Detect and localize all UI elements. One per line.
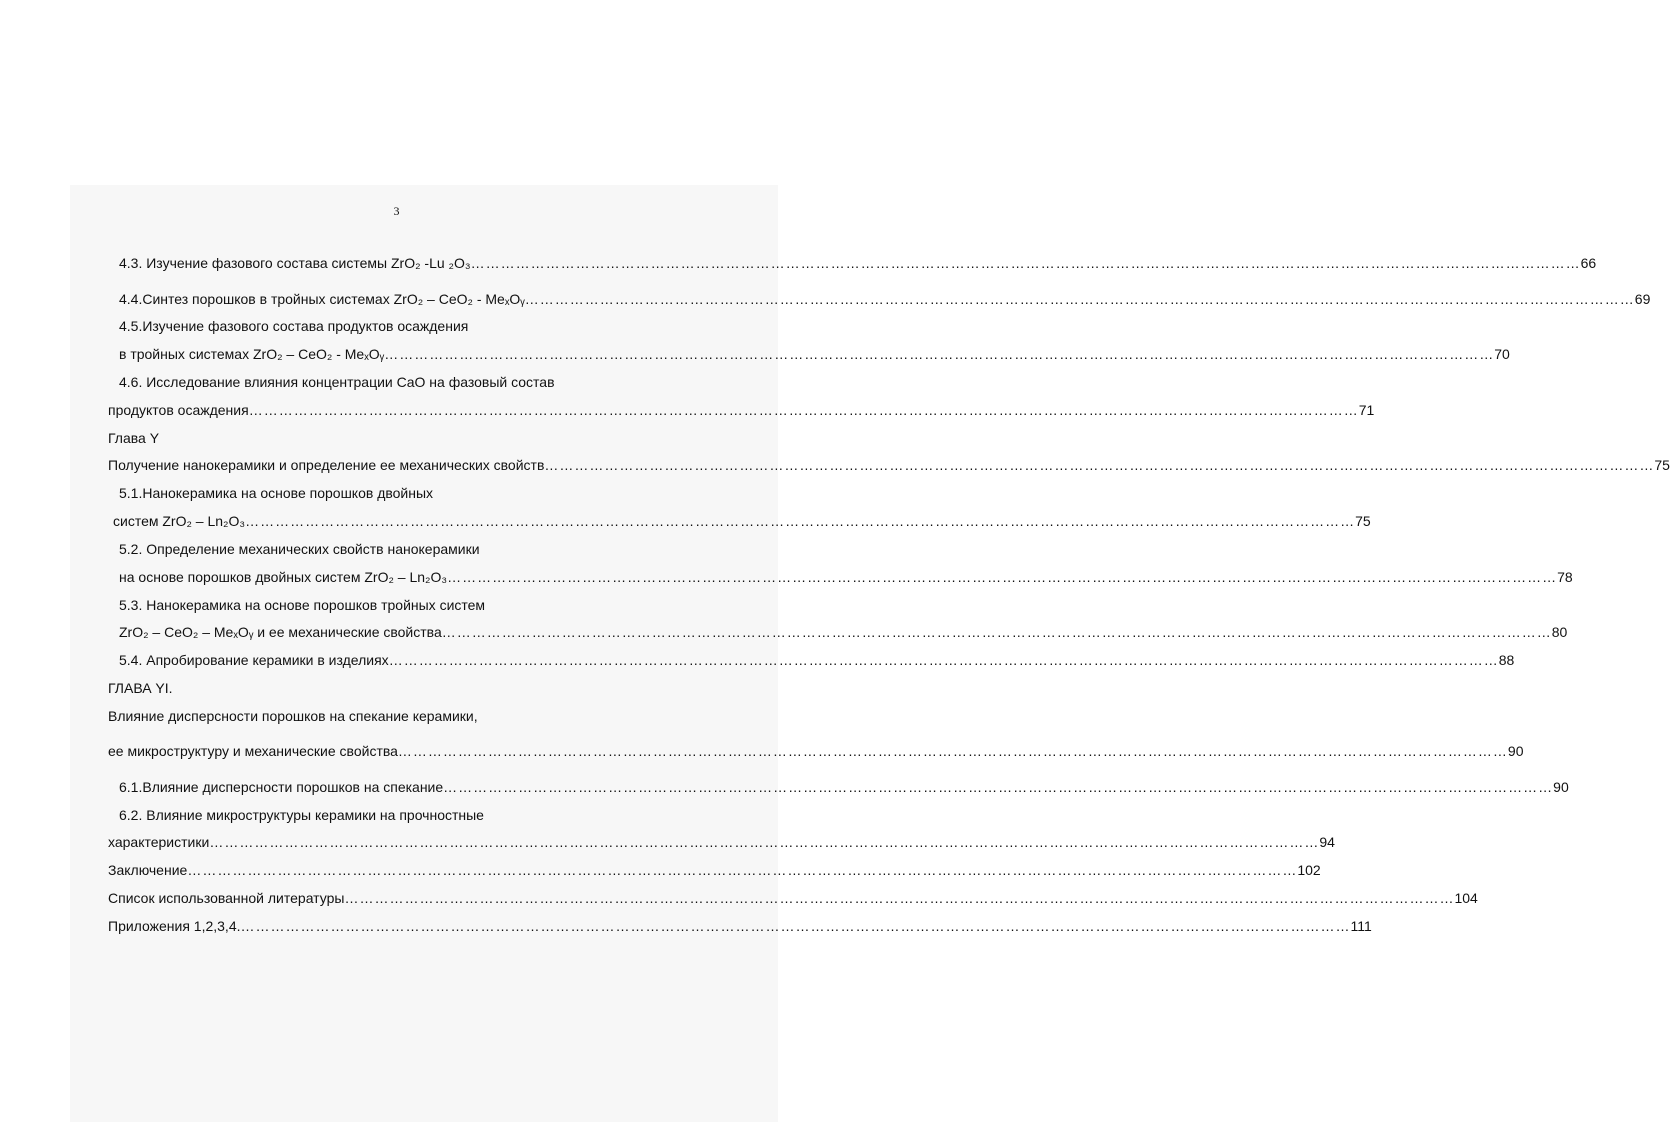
toc-entry-6-2-line2 bbox=[108, 833, 1335, 851]
dot-leader: …………………………………………………………………………………………………………………………………………………………………………………………………… bbox=[441, 624, 1552, 640]
dot-leader: …………………………………………………………………………………………………………………………………………………………………………………………………… bbox=[187, 862, 1298, 878]
toc-entry-chapter-6-line2 bbox=[108, 742, 1524, 760]
dot-leader: …………………………………………………………………………………………………………………………………………………………………………………………………… bbox=[245, 513, 1356, 529]
dot-leader: …………………………………………………………………………………………………………………………………………………………………………………………………… bbox=[248, 402, 1359, 418]
toc-entry-title: 5.3. Нанокерамика на основе порошков тройных систем bbox=[119, 597, 486, 613]
toc-entry-title: ГЛАВА YI. bbox=[108, 680, 173, 696]
toc-entry-4-3 bbox=[119, 254, 1597, 272]
toc-page-number: 111 bbox=[1350, 918, 1372, 934]
dot-leader: …………………………………………………………………………………………………………………………………………………………………………………………………… bbox=[209, 834, 1320, 850]
toc-entry-title: 5.2. Определение механических свойств нанокерамики bbox=[119, 541, 480, 557]
toc-page-number: 75 bbox=[1355, 513, 1371, 529]
toc-entry-5-2-line1 bbox=[119, 540, 718, 558]
toc-page-number: 80 bbox=[1551, 624, 1568, 640]
toc-entry-4-5-line2 bbox=[119, 345, 1510, 363]
toc-page-number: 90 bbox=[1507, 743, 1524, 759]
toc-entry-title: характеристики bbox=[108, 834, 210, 850]
toc-entry-appendices bbox=[108, 917, 1372, 935]
toc-page-number: 70 bbox=[1494, 346, 1510, 362]
dot-leader: …………………………………………………………………………………………………………………………………………………………………………………………………… bbox=[447, 569, 1558, 585]
toc-entry-title: 6.2. Влияние микроструктуры керамики на прочностные bbox=[119, 807, 484, 823]
toc-entry-5-1-line2 bbox=[113, 512, 1371, 530]
toc-page-number: 66 bbox=[1580, 255, 1597, 271]
toc-page-number: 78 bbox=[1557, 569, 1573, 585]
toc-entry-title: 4.6. Исследование влияния концентрации CaO на фазовый состав bbox=[119, 374, 555, 390]
toc-entry-5-3-line2 bbox=[119, 623, 1568, 641]
toc-entry-5-1-line1 bbox=[119, 484, 718, 502]
toc-entry-title: в тройных системах ZrO₂ – CeO₂ - MeₓOᵧ bbox=[119, 346, 385, 362]
toc-page-number: 102 bbox=[1297, 862, 1321, 878]
toc-page-number: 88 bbox=[1498, 652, 1515, 668]
toc-entry-title: на основе порошков двойных систем ZrO₂ – Ln₂O₃ bbox=[119, 569, 448, 585]
toc-page-number: 90 bbox=[1553, 779, 1569, 795]
toc-entry-title: Влияние дисперсности порошков на спекание керамики, bbox=[108, 708, 478, 724]
toc-entry-chapter-5 bbox=[108, 456, 1670, 474]
dot-leader: …………………………………………………………………………………………………………………………………………………………………………………………………… bbox=[470, 255, 1581, 271]
toc-entry-6-2-line1 bbox=[119, 806, 718, 824]
dot-leader: …………………………………………………………………………………………………………………………………………………………………………………………………… bbox=[397, 743, 1508, 759]
toc-entry-5-2-line2 bbox=[119, 568, 1573, 586]
dot-leader: …………………………………………………………………………………………………………………………………………………………………………………………………… bbox=[240, 918, 1351, 934]
chapter-6-heading bbox=[108, 679, 718, 697]
dot-leader: …………………………………………………………………………………………………………………………………………………………………………………………………… bbox=[344, 890, 1455, 906]
toc-entry-5-4 bbox=[119, 651, 1515, 669]
toc-entry-title: Получение нанокерамики и определение ее механических свойств bbox=[108, 457, 545, 473]
toc-entry-title: Заключение bbox=[108, 862, 188, 878]
toc-page-number: 104 bbox=[1454, 890, 1478, 906]
toc-entry-title: 4.5.Изучение фазового состава продуктов осаждения bbox=[119, 318, 469, 334]
toc-page-number: 75 bbox=[1654, 457, 1670, 473]
dot-leader: …………………………………………………………………………………………………………………………………………………………………………………………………… bbox=[443, 779, 1554, 795]
toc-entry-4-6-line1 bbox=[119, 373, 718, 391]
toc-entry-title: продуктов осаждения bbox=[108, 402, 249, 418]
toc-entry-title: ZrO₂ – CeO₂ – MeₓOᵧ и ее механические свойства bbox=[119, 624, 442, 640]
toc-entry-title: Приложения 1,2,3,4. bbox=[108, 918, 241, 934]
toc-entry-title: 5.4. Апробирование керамики в изделиях bbox=[119, 652, 389, 668]
page-number: 3 bbox=[393, 204, 400, 218]
toc-entry-conclusion bbox=[108, 861, 1321, 879]
dot-leader: …………………………………………………………………………………………………………………………………………………………………………………………………… bbox=[544, 457, 1655, 473]
toc-entry-4-4 bbox=[119, 290, 1651, 308]
toc-page-number: 94 bbox=[1319, 834, 1335, 850]
toc-entry-references bbox=[108, 889, 1478, 907]
toc-page-number: 71 bbox=[1358, 402, 1375, 418]
dot-leader: …………………………………………………………………………………………………………………………………………………………………………………………………… bbox=[388, 652, 1499, 668]
toc-entry-title: Глава Y bbox=[108, 430, 160, 446]
toc-entry-title: 6.1.Влияние дисперсности порошков на спекание bbox=[119, 779, 444, 795]
toc-entry-title: 4.3. Изучение фазового состава системы ZrO₂ -Lu ₂O₃ bbox=[119, 255, 471, 271]
toc-entry-6-1 bbox=[119, 778, 1569, 796]
toc-entry-title: Список использованной литературы bbox=[108, 890, 345, 906]
toc-entry-4-6-line2 bbox=[108, 401, 1375, 419]
toc-entry-title: 4.4.Синтез порошков в тройных системах ZrO₂ – CeO₂ - MeₓOᵧ bbox=[119, 291, 525, 307]
toc-entry-title: систем ZrO₂ – Ln₂O₃ bbox=[113, 513, 246, 529]
toc-entry-5-3-line1 bbox=[119, 596, 718, 614]
dot-leader: …………………………………………………………………………………………………………………………………………………………………………………………………… bbox=[384, 346, 1495, 362]
toc-entry-title: 5.1.Нанокерамика на основе порошков двойных bbox=[119, 485, 434, 501]
toc-page-number: 69 bbox=[1634, 291, 1651, 307]
toc-entry-chapter-6-line1 bbox=[108, 707, 718, 725]
toc-entry-4-5-line1 bbox=[119, 317, 718, 335]
dot-leader: …………………………………………………………………………………………………………………………………………………………………………………………………… bbox=[524, 291, 1635, 307]
toc-entry-title: ее микроструктуру и механические свойства bbox=[108, 743, 398, 759]
chapter-5-heading bbox=[108, 429, 718, 447]
